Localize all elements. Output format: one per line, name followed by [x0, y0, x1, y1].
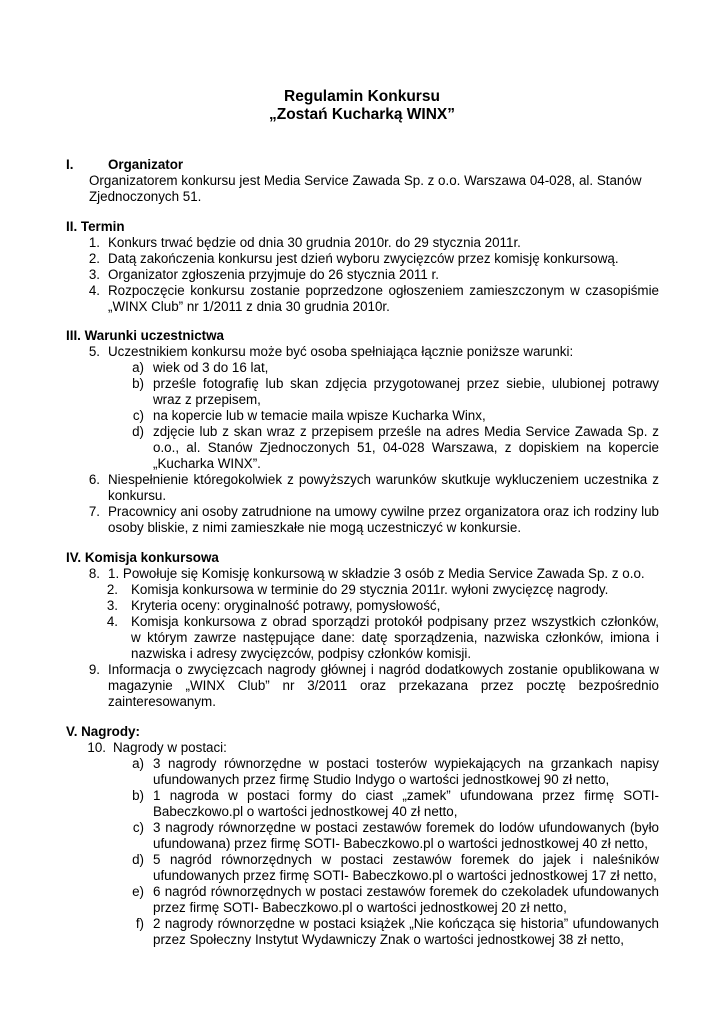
- section-1-text-line-1: Organizatorem konkursu jest Media Service Zawada Sp. z o.o. Warszawa 04-028, al. Stanów: [89, 173, 642, 188]
- list-item-text: zdjęcie lub z skan wraz z przepisem prześle na adres Media Service Zawada Sp. z: [153, 424, 659, 439]
- list-item-text: o.o., al. Stanów Zjednoczonych 51, 04-028 Warszawa, z dopiskiem na kopercie: [153, 440, 659, 455]
- list-letter: a): [132, 756, 144, 771]
- list-item-text: 5 nagród równorzędnych w postaci zestawów foremek do jajek i naleśników: [153, 852, 659, 867]
- list-letter: b): [132, 788, 144, 803]
- list-number: 5.: [88, 344, 100, 359]
- section-4-heading: IV. Komisja konkursowa: [66, 550, 219, 565]
- list-item-text: 6 nagród równorzędnych w postaci zestawów foremek do czekoladek ufundowanych: [153, 884, 659, 899]
- list-number: 4.: [88, 283, 100, 298]
- list-number: 8.: [88, 566, 100, 581]
- list-letter: d): [132, 852, 144, 867]
- list-letter: f): [135, 916, 144, 931]
- list-number: 9.: [88, 662, 100, 677]
- list-item-text: Rozpoczęcie konkursu zostanie poprzedzone ogłoszeniem zamieszczonym w czasopiśmie: [108, 283, 659, 298]
- list-number: 6.: [88, 472, 100, 487]
- list-item-text: Informacja o zwycięzcach nagrody głównej i nagród dodatkowych zostanie opublikowana w: [108, 662, 659, 677]
- list-item-text: Kryteria oceny: oryginalność potrawy, pomysłowość,: [131, 598, 441, 613]
- list-item-text: wiek od 3 do 16 lat,: [153, 360, 269, 375]
- section-1-text-line-2: Zjednoczonych 51.: [89, 189, 202, 204]
- list-item-text: Konkurs trwać będzie od dnia 30 grudnia 2010r. do 29 stycznia 2011r.: [108, 235, 521, 250]
- list-letter: c): [132, 820, 144, 835]
- list-item-text: nazwiska i adresy zwycięzców, podpisy członków komisji.: [131, 646, 472, 661]
- list-item-text: zainteresowanym.: [108, 694, 216, 709]
- list-item-text: Uczestnikiem konkursu może być osoba spełniająca łącznie poniższe warunki:: [108, 344, 574, 359]
- list-item-text: osoby bliskie, z nimi zamieszkałe nie mogą uczestniczyć w konkursie.: [108, 520, 522, 535]
- list-item-text: przez Społeczny Instytut Wydawniczy Znak o wartości jednostkowej 38 zł netto,: [153, 932, 624, 947]
- list-letter: e): [132, 884, 144, 899]
- list-number: 3.: [88, 267, 100, 282]
- list-item-text: Pracownicy ani osoby zatrudnione na umowy cywilne przez organizatora oraz ich rodziny lub: [108, 504, 659, 519]
- list-item-text: Datą zakończenia konkursu jest dzień wyboru zwycięzców przez komisję konkursową.: [108, 251, 619, 266]
- list-number: 10.: [87, 740, 106, 755]
- list-item-text: 3 nagrody równorzędne w postaci tosterów wypiekających na grzankach napisy: [153, 756, 659, 771]
- list-item-text: 2 nagrody równorzędne w postaci książek „Nie kończąca się historia” ufundowanych: [153, 916, 659, 931]
- list-item-text: 1 nagroda w postaci formy do ciast „zamek” ufundowana przez firmę SOTI-: [153, 788, 659, 803]
- section-1-number: I.: [66, 157, 74, 172]
- list-item-text: Nagrody w postaci:: [113, 740, 227, 755]
- list-item-text: ufundowanych przez firmę Studio Indygo o wartości jednostkowej 90 zł netto,: [153, 772, 610, 787]
- document-title-line-2: „Zostań Kucharką WINX”: [268, 106, 456, 123]
- list-item-text: wraz z przepisem,: [153, 392, 261, 407]
- list-number: 3.: [106, 598, 118, 613]
- list-item-text: prześle fotografię lub skan zdjęcia przygotowanej przez siebie, ulubionej potrawy: [153, 376, 659, 391]
- list-letter: d): [132, 424, 144, 439]
- list-item-text: Niespełnienie któregokolwiek z powyższych warunków skutkuje wykluczeniem uczestnika z: [108, 472, 659, 487]
- section-2-heading: II. Termin: [66, 219, 125, 234]
- list-item-text: konkursu.: [108, 488, 167, 503]
- section-1-heading: Organizator: [108, 157, 184, 172]
- document-title-line-1: Regulamin Konkursu: [284, 88, 440, 105]
- list-number: 1.: [88, 235, 100, 250]
- list-letter: b): [132, 376, 144, 391]
- list-item-text: 3 nagrody równorzędne w postaci zestawów foremek do lodów ufundowanych (było: [153, 820, 659, 835]
- section-5-heading: V. Nagrody:: [66, 724, 140, 739]
- list-item-text: magazynie „WINX Club” nr 3/2011 oraz przekazana przez pocztę bezpośrednio: [108, 678, 659, 693]
- list-item-text: na kopercie lub w temacie maila wpisze Kucharka Winx,: [153, 408, 486, 423]
- list-letter: a): [132, 360, 144, 375]
- list-item-text: Organizator zgłoszenia przyjmuje do 26 stycznia 2011 r.: [108, 267, 439, 282]
- list-item-text: ufundowana) przez firmę SOTI- Babeczkowo.pl o wartości jednostkowej 40 zł netto,: [153, 836, 648, 851]
- list-number: 2.: [106, 582, 118, 597]
- list-item-text: Komisja konkursowa w terminie do 29 stycznia 2011r. wyłoni zwycięzcę nagrody.: [131, 582, 609, 597]
- list-item-text: Babeczkowo.pl o wartości jednostkowej 40 zł netto,: [153, 804, 458, 819]
- list-number: 4.: [106, 614, 118, 629]
- list-item-text: „Kucharka WINX”.: [153, 456, 261, 471]
- list-item-text: w którym zawrze następujące dane: datę sporządzenia, nazwiska członków, imiona i: [131, 630, 659, 645]
- list-item-text: Komisja konkursowa z obrad sporządzi protokół podpisany przez wszystkich członków,: [131, 614, 659, 629]
- list-number: 7.: [88, 504, 100, 519]
- list-item-text: „WINX Club” nr 1/2011 z dnia 30 grudnia 2010r.: [108, 299, 390, 314]
- list-item-text: 1. Powołuje się Komisję konkursową w składzie 3 osób z Media Service Zawada Sp. z o.o.: [108, 566, 645, 581]
- section-3-heading: III. Warunki uczestnictwa: [66, 328, 224, 343]
- list-number: 2.: [88, 251, 100, 266]
- list-letter: c): [132, 408, 144, 423]
- list-item-text: ufundowanych przez firmę SOTI- Babeczkowo.pl o wartości jednostkowej 17 zł netto,: [153, 868, 657, 883]
- list-item-text: przez firmę SOTI- Babeczkowo.pl o wartości jednostkowej 20 zł netto,: [153, 900, 567, 915]
